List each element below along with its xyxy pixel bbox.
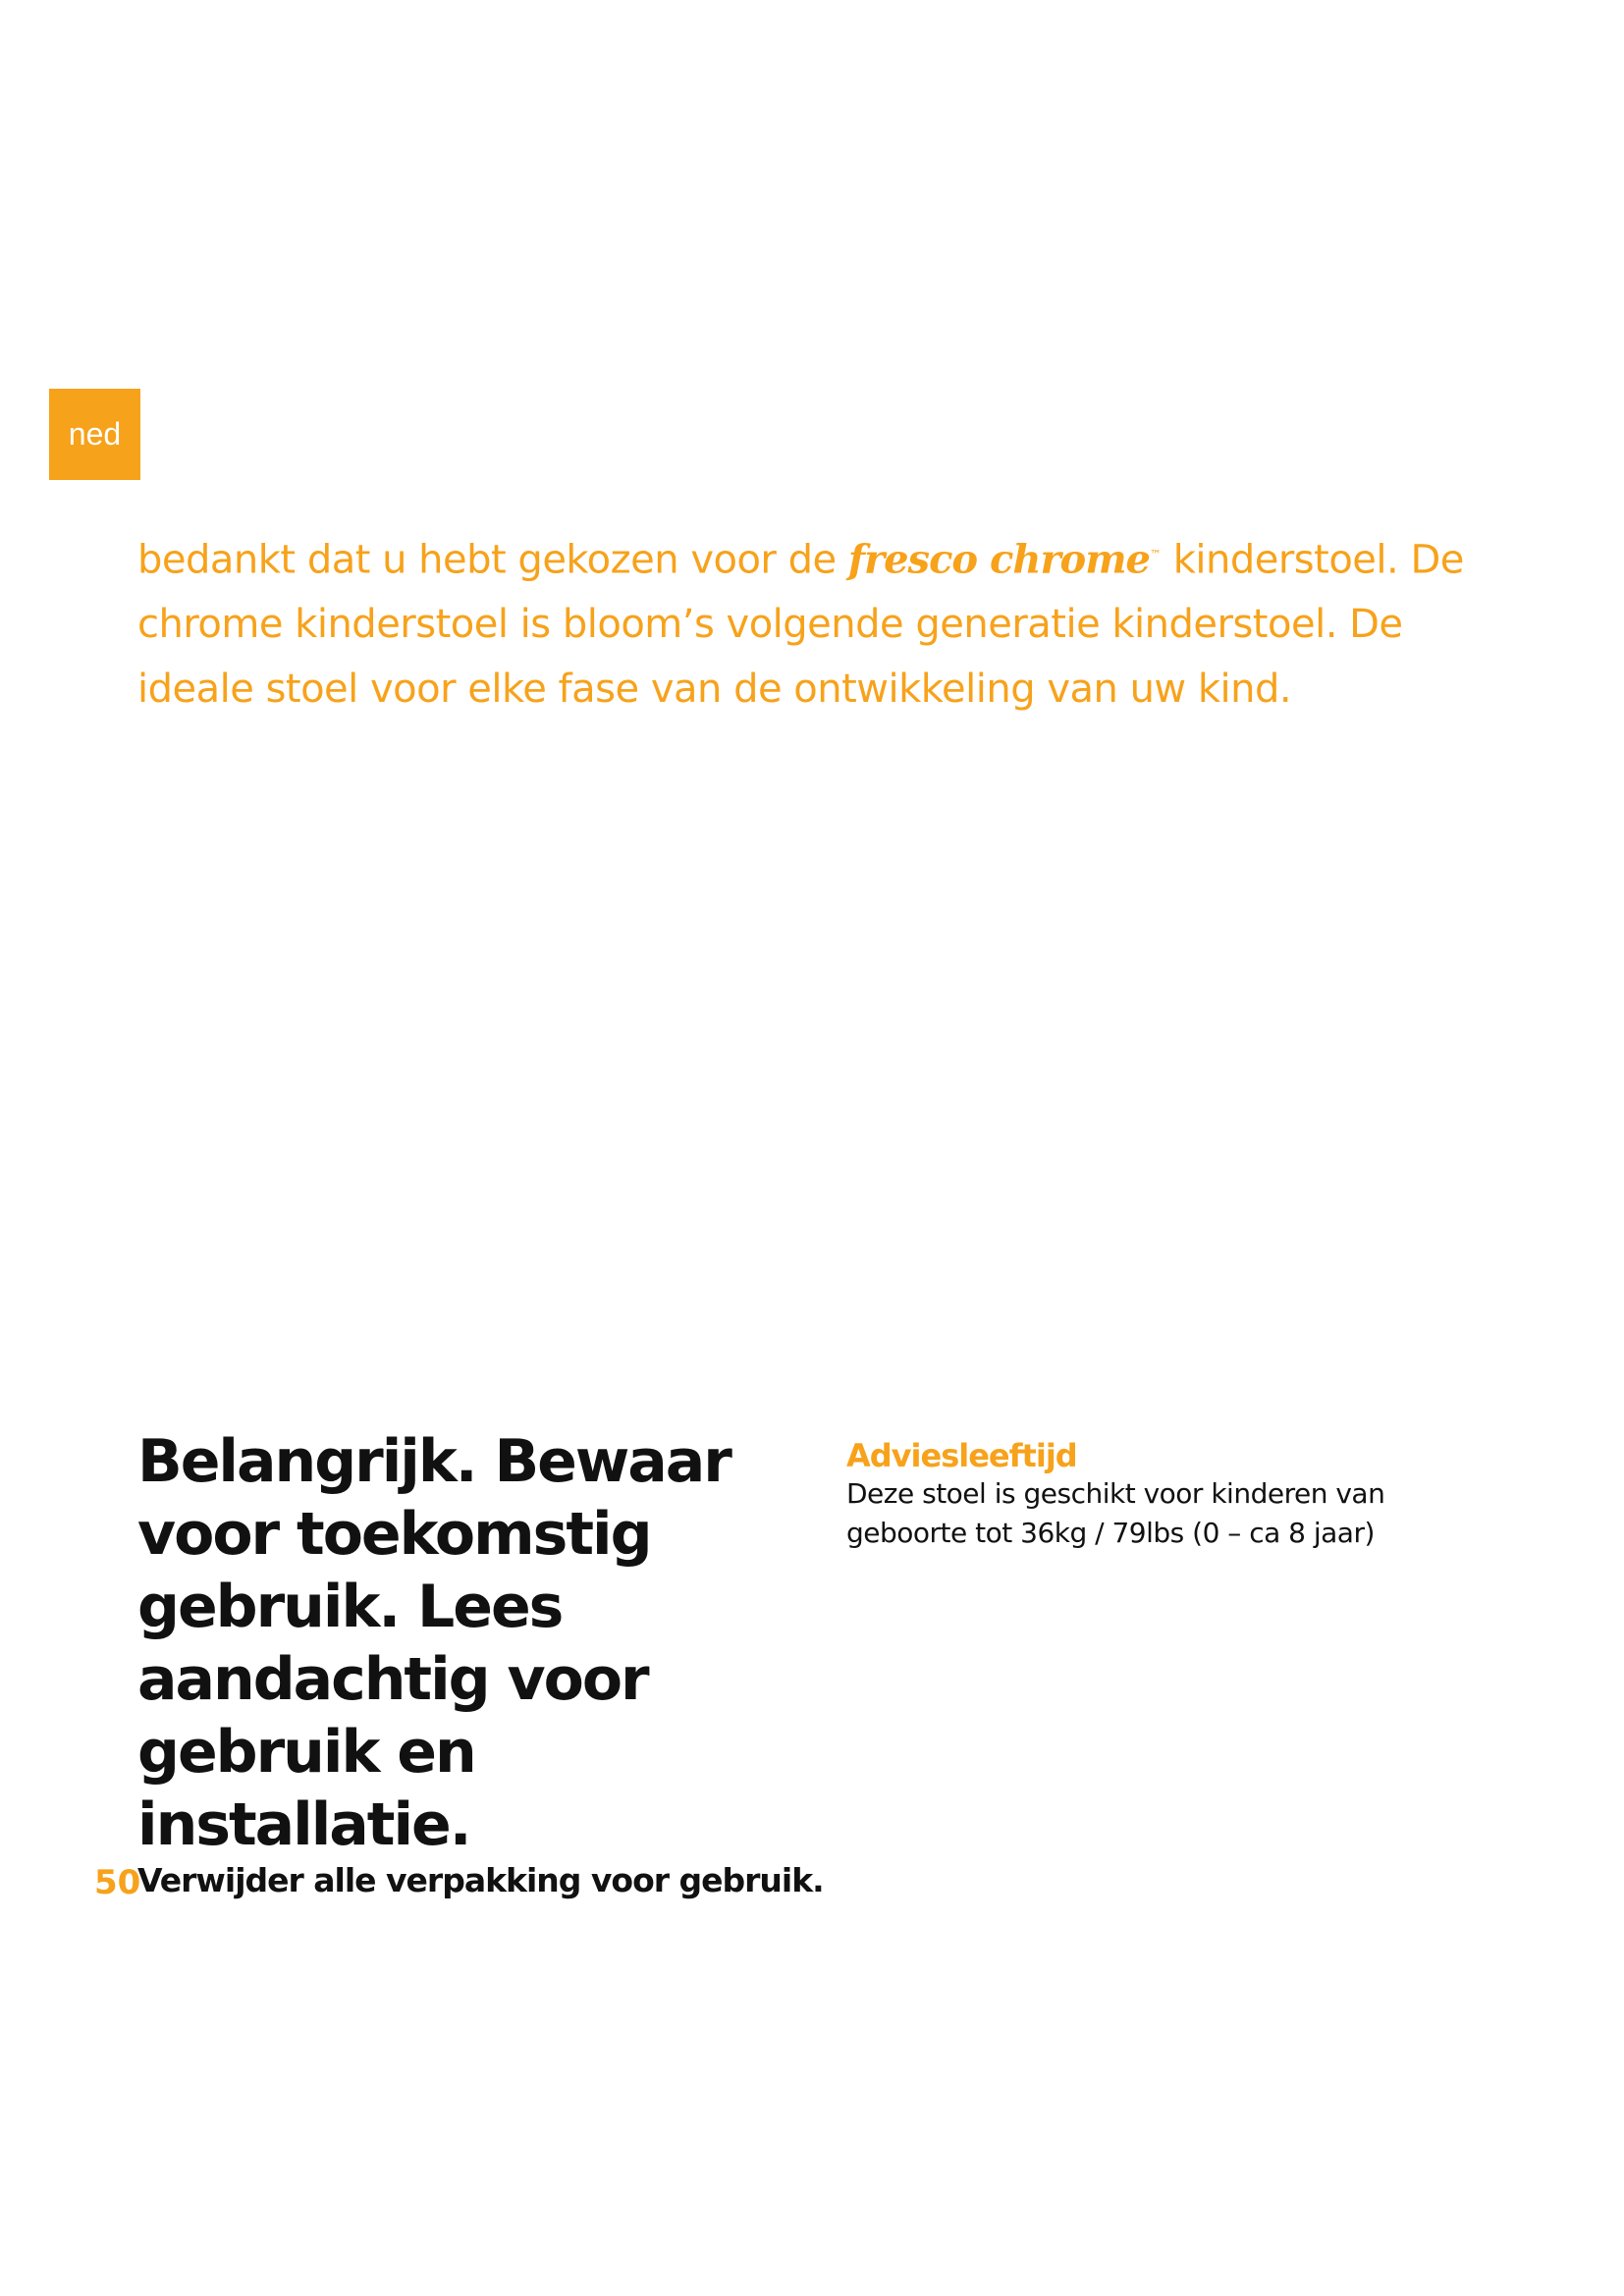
intro-text-after: kinderstoel. De chrome kinderstoel is bloom’s volgende generatie kinderstoel. De ideale stoel voor elke fase van de ontwikkeling van uw kind. bbox=[137, 537, 1464, 713]
intro-paragraph bbox=[137, 522, 1512, 721]
language-tab-label: ned bbox=[68, 416, 122, 452]
age-advice-text: Deze stoel is geschikt voor kinderen van geboorte tot 36kg / 79lbs (0 – ca 8 jaar) bbox=[846, 1477, 1385, 1549]
important-heading: Belangrijk. Bewaar voor toekomstig gebruik. Lees aandachtig voor gebruik en installatie. bbox=[137, 1427, 731, 1859]
age-advice bbox=[846, 1437, 1475, 1553]
intro-text-before: bedankt dat u hebt gekozen voor de bbox=[137, 537, 848, 583]
important-subtext: Verwijder alle verpakking voor gebruik. bbox=[137, 1861, 824, 1899]
age-advice-title: Adviesleeftijd bbox=[846, 1437, 1077, 1474]
language-tab bbox=[49, 389, 140, 480]
brand-trademark: ™ bbox=[1150, 548, 1162, 561]
page-number: 50 bbox=[94, 1863, 141, 1902]
brand-logo-text: fresco chrome bbox=[847, 536, 1150, 583]
important-notice bbox=[137, 1425, 825, 1900]
